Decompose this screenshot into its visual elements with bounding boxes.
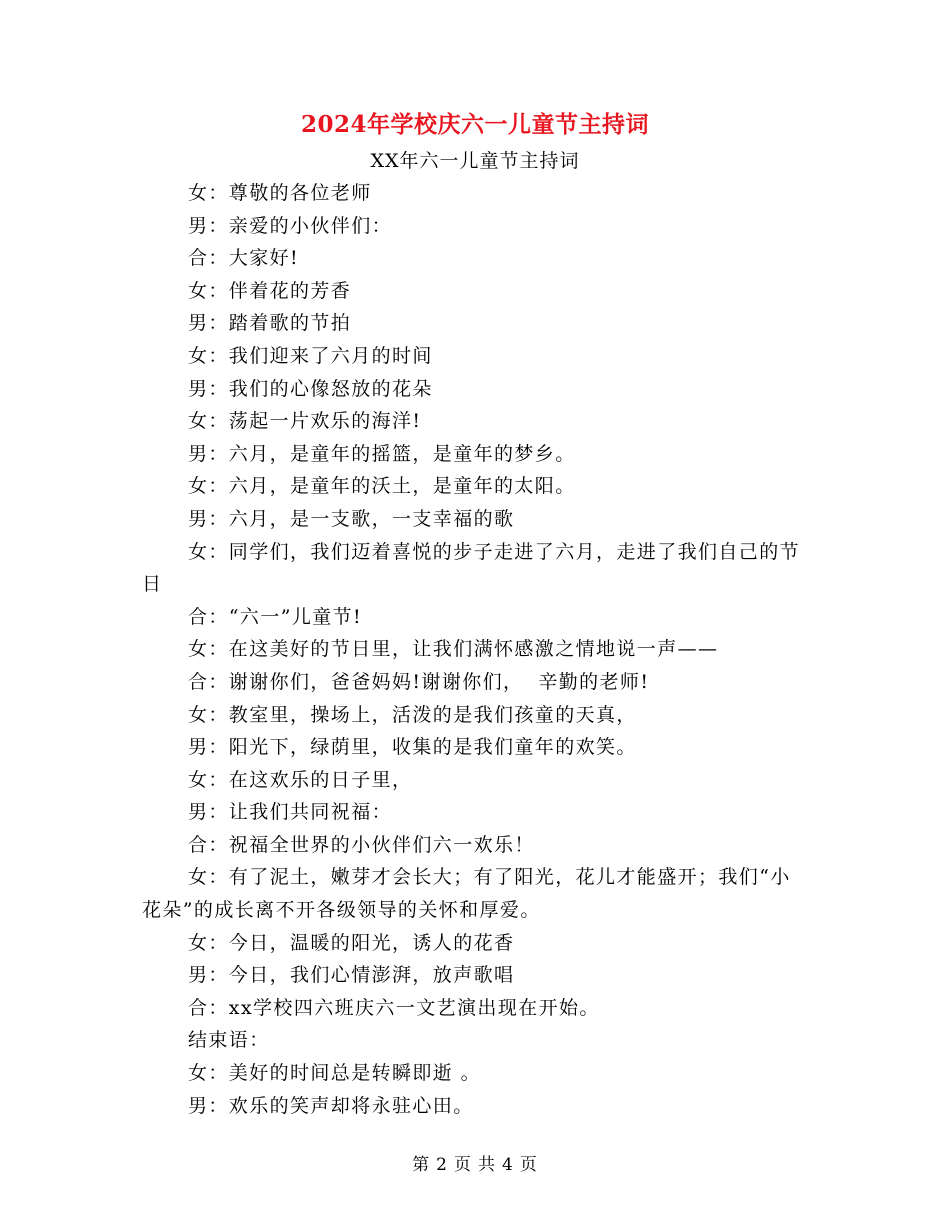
paragraph: 女：荡起一片欢乐的海洋! [188,410,422,433]
paragraph: 男：今日，我们心情澎湃，放声歌唱 [188,964,515,987]
paragraph: 男：六月，是童年的摇篮，是童年的梦乡。 [188,442,576,465]
paragraph: 合：谢谢你们，爸爸妈妈!谢谢你们， 辛勤的老师! [188,670,650,693]
paragraph: 合：大家好! [188,247,300,270]
paragraph: 女：在这美好的节日里，让我们满怀感激之情地说一声—— [188,638,719,661]
paragraph: 女：教室里，操场上，活泼的是我们孩童的天真， [188,703,637,726]
footer-total-pages: 4 [502,1155,514,1175]
paragraph: 男：阳光下，绿荫里，收集的是我们童年的欢笑。 [188,736,637,759]
paragraph: 男：六月，是一支歌，一支幸福的歌 [188,507,515,530]
footer-page-label: 第 [412,1155,431,1175]
paragraph: 男：踏着歌的节拍 [188,312,352,335]
paragraph: 女：尊敬的各位老师 [188,182,372,204]
paragraph: 女：伴着花的芳香 [188,279,352,302]
paragraph: 女：今日，温暖的阳光，诱人的花香 [188,931,515,954]
paragraph: 女：同学们，我们迈着喜悦的步子走进了六月，走进了我们自己的节日 [142,540,801,596]
paragraph: 女：我们迎来了六月的时间 [188,344,433,367]
footer-page-unit: 页 [454,1155,472,1175]
paragraph: 男：让我们共同祝福： [188,801,393,824]
paragraph: 女：在这欢乐的日子里， [188,768,413,791]
paragraph: 结束语： [188,1029,270,1052]
paragraph: 女：美好的时间总是转瞬即逝 。 [188,1062,482,1085]
footer-page-unit-2: 页 [519,1155,538,1175]
paragraph: 合：祝福全世界的小伙伴们六一欢乐！ [188,833,535,856]
footer-total-label: 共 [478,1155,496,1175]
document-title: 2024年学校庆六一儿童节主持词 [300,111,649,138]
page-footer [0,1152,950,1178]
paragraph: 男：我们的心像怒放的花朵 [188,377,433,400]
paragraph: 女：有了泥土，嫩芽才会长大；有了阳光，花儿才能盛开；我们“小花朵”的成长离不开各级领导的关怀和厚爱。 [142,866,791,922]
paragraph: 男：欢乐的笑声却将永驻心田。 [188,1094,474,1117]
footer-current-page: 2 [436,1155,448,1175]
paragraph: 女：六月，是童年的沃土，是童年的太阳。 [188,475,576,498]
paragraph: 合：xx学校四六班庆六一文艺演出现在开始。 [188,996,600,1019]
document-body [142,177,808,1122]
paragraph: 合：“六一”儿童节! [188,605,363,628]
document-subtitle: XX年六一儿童节主持词 [370,150,580,172]
paragraph: 男：亲爱的小伙伴们： [188,214,393,237]
